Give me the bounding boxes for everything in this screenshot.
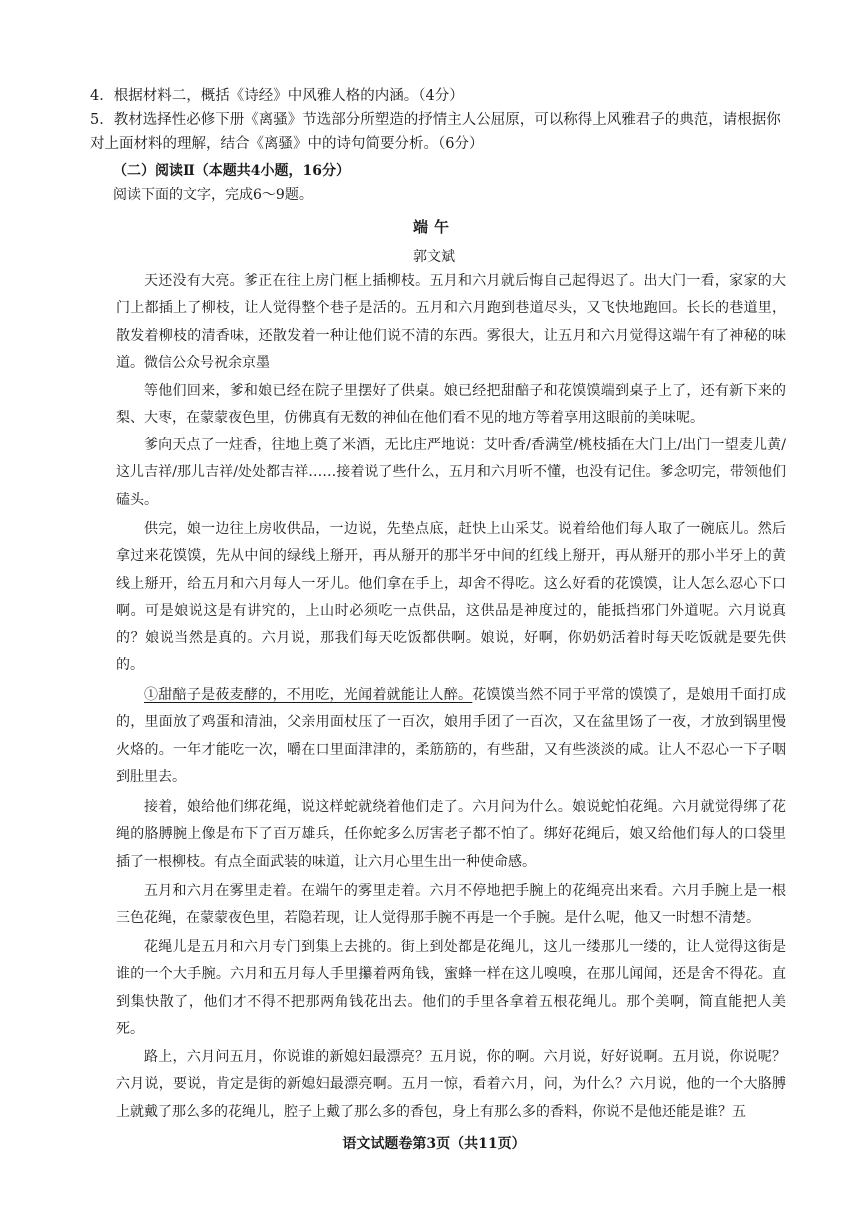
article-title: 端午 xyxy=(412,218,455,236)
paragraph-8: 花绳儿是五月和六月专门到集上去挑的。街上到处都是花绳儿，这儿一缕那儿一缕的，让人觉得这街是谁的一个大手腕。六月和五月每人手里攥着两角钱，蜜蜂一样在这儿嗅嗅，在那儿闻闻，还是舍不得花。直到集快散了，他们才不得不把那两角钱花出去。他们的手里各拿着五根花绳儿。那个美啊，简直能把人美死。 xyxy=(116,939,786,1037)
question-5: 5．教材选择性必修下册《离骚》节选部分所塑造的抒情主人公屈原，可以称得上风雅君子的典范，请根据你对上面材料的理解，结合《离骚》中的诗句简要分析。（6分） xyxy=(90,112,781,152)
paragraph-5-text: 花馍馍当然不同于平常的馍馍了，是娘用千面打成的，里面放了鸡蛋和清油，父亲用面杖压了一百次，娘用手团了一百次，又在盆里饧了一夜，才放到锅里慢火烙的。一年才能吃一次，嚼在口里面津津的，柔筋筋的，有些甜，又有些淡淡的咸。让人不忍心一下子咽到肚里去。 xyxy=(116,687,787,785)
paragraph-2: 等他们回来，爹和娘已经在院子里摆好了供桌。娘已经把甜醅子和花馍馍端到桌子上了，还有新下来的梨、大枣，在蒙蒙夜色里，仿佛真有无数的神仙在他们看不见的地方等着享用这眼前的美味呢。 xyxy=(116,383,786,427)
paragraph-3: 爹向天点了一炷香，往地上奠了米酒，无比庄严地说：艾叶香/香满堂/桃枝插在大门上/出门一望麦儿黄/这儿吉祥/那儿吉祥/处处都吉祥……接着说了些什么，五月和六月听不懂，也没有记住。爹念叨完，带领他们磕头。 xyxy=(116,437,786,508)
paragraph-7: 五月和六月在雾里走着。在端午的雾里走着。六月不停地把手腕上的花绳亮出来看。六月手腕上是一根三色花绳，在蒙蒙夜色里，若隐若现，让人觉得那手腕不再是一个手腕。是什么呢，他又一时想不清楚。 xyxy=(116,883,786,927)
paragraph-1: 天还没有大亮。爹正在往上房门框上插柳枝。五月和六月就后悔自己起得迟了。出大门一看，家家的大门上都插上了柳枝，让人觉得整个巷子是活的。五月和六月跑到巷道尽头，又飞快地跑回。长长的巷道里，散发着柳枝的清香味，还散发着一种让他们说不清的东西。雾很大，让五月和六月觉得这端午有了神秘的味道。微信公众号祝余京墨 xyxy=(116,273,786,371)
page-footer: 语文试题卷第3页（共11页） xyxy=(342,1136,526,1152)
section-heading: （二）阅读Ⅱ（本题共4小题，16分） xyxy=(113,163,351,179)
question-4: 4．根据材料二，概括《诗经》中风雅人格的内涵。（4分） xyxy=(90,88,464,104)
article-author: 郭文斌 xyxy=(413,249,455,265)
section-instruction: 阅读下面的文字，完成6～9题。 xyxy=(113,187,313,203)
paragraph-9: 路上，六月问五月，你说谁的新媳妇最漂亮？五月说，你的啊。六月说，好好说啊。五月说，你说呢？六月说，要说，肯定是街的新媳妇最漂亮啊。五月一惊，看着六月，问，为什么？六月说，他的一个大胳膊上就戴了那么多的花绳儿，腔子上戴了那么多的香包，身上有那么多的香料，你说不是他还能是谁？五 xyxy=(116,1049,786,1120)
paragraph-4: 供完，娘一边往上房收供品，一边说，先垫点底，赶快上山采艾。说着给他们每人取了一碗底儿。然后拿过来花馍馍，先从中间的绿线上掰开，再从掰开的那半牙中间的红线上掰开，再从掰开的那小半牙上的黄线上掰开，给五月和六月每人一牙儿。他们拿在手上，却舍不得吃。这么好看的花馍馍，让人怎么忍心下口啊。可是娘说这是有讲究的，上山时必须吃一点供品，这供品是神度过的，能抵挡邪门外道呢。六月说真的？娘说当然是真的。六月说，那我们每天吃饭都供啊。娘说，好啊，你奶奶活着时每天吃饭就是要先供的。 xyxy=(116,521,786,674)
underlined-sentence: ①甜醅子是莜麦酵的，不用吃，光闻着就能让人醉。 xyxy=(144,687,473,703)
paragraph-6: 接着，娘给他们绑花绳，说这样蛇就绕着他们走了。六月问为什么。娘说蛇怕花绳。六月就觉得绑了花绳的胳膊腕上像是布下了百万雄兵，任你蛇多么厉害老子都不怕了。绑好花绳后，娘又给他们每人的口袋里插了一根柳枝。有点全面武装的味道，让六月心里生出一种使命感。 xyxy=(116,799,786,870)
paragraph-5 xyxy=(116,682,786,791)
